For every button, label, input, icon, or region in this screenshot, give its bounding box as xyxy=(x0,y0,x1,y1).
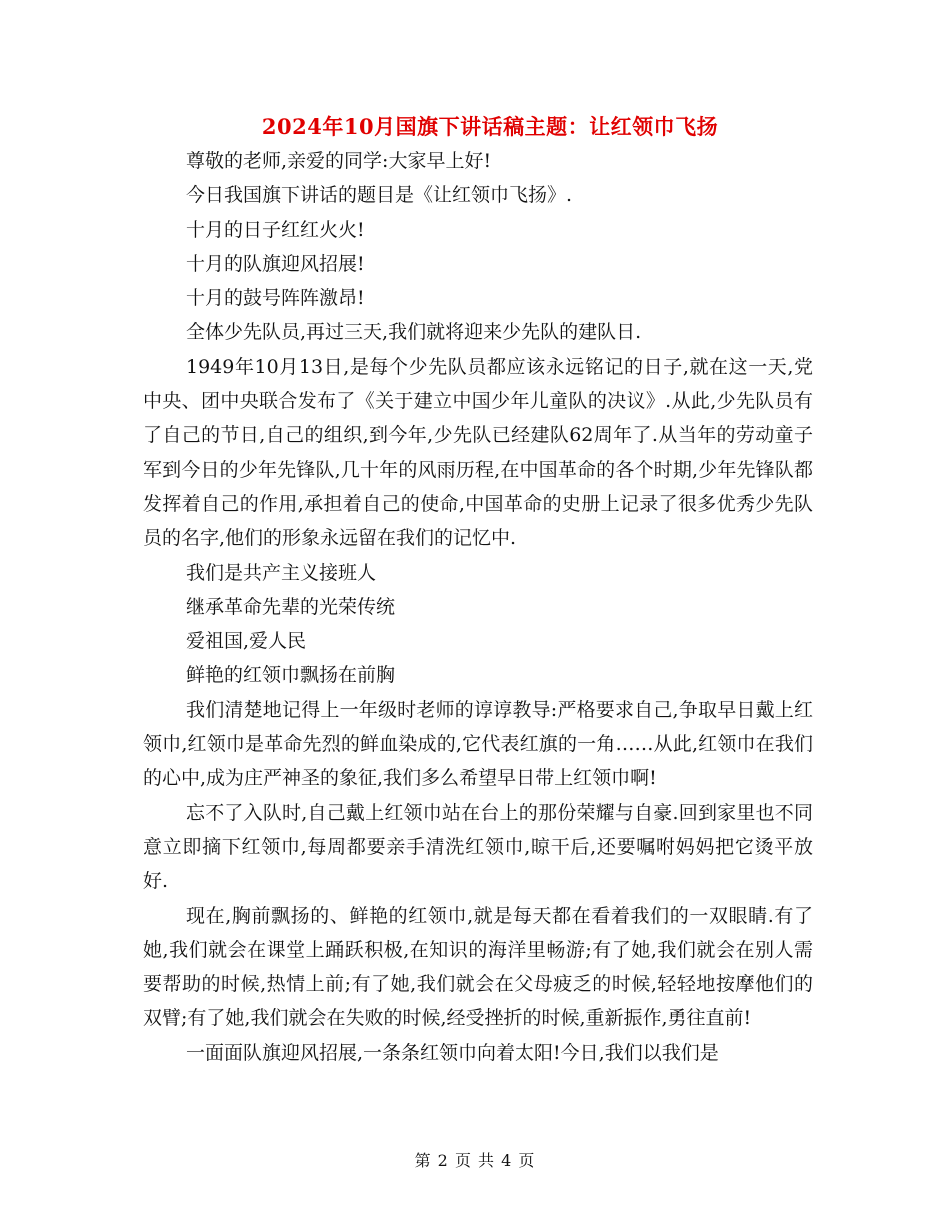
paragraph: 今日我国旗下讲话的题目是《让红领巾飞扬》. xyxy=(186,184,573,207)
paragraph: 爱祖国,爱人民 xyxy=(186,630,307,653)
paragraph: 继承革命先辈的光荣传统 xyxy=(186,595,396,618)
document-title: 2024年10月国旗下讲话稿主题：让红领巾飞扬 xyxy=(261,114,719,139)
paragraph: 尊敬的老师,亲爱的同学:大家早上好! xyxy=(186,150,492,172)
paragraph: 现在,胸前飘扬的、鲜艳的红领巾,就是每天都在看着我们的一双眼睛.有了她,我们就会在课堂上踊跃积极,在知识的海洋里畅游;有了她,我们就会在别人需要帮助的时候,热情上前;有了她,我们就会在父母疲乏的时候,轻轻地按摩他们的双臂;有了她,我们就会在失败的时候,经受挫折的时候,重新振作,勇往直前! xyxy=(143,904,813,1030)
page-number-footer: 第 2 页 共 4 页 xyxy=(414,1151,536,1170)
paragraph: 忘不了入队时,自己戴上红领巾站在台上的那份荣耀与自豪.回到家里也不同意立即摘下红领巾,每周都要亲手清洗红领巾,晾干后,还要嘱咐妈妈把它烫平放好. xyxy=(143,801,813,893)
paragraph: 1949年10月13日,是每个少先队员都应该永远铭记的日子,就在这一天,党中央、团中央联合发布了《关于建立中国少年儿童队的决议》.从此,少先队员有了自己的节日,自己的组织,到今年,少先队已经建队62周年了.从当年的劳动童子军到今日的少年先锋队,几十年的风雨历程,在中国革命的各个时期,少年先锋队都发挥着自己的作用,承担着自己的使命,中国革命的史册上记录了很多优秀少先队员的名字,他们的形象永远留在我们的记忆中. xyxy=(143,355,813,550)
paragraph: 十月的日子红红火火! xyxy=(186,218,365,241)
paragraph: 我们是共产主义接班人 xyxy=(186,561,377,584)
paragraph: 十月的鼓号阵阵激昂! xyxy=(186,287,365,310)
paragraph: 一面面队旗迎风招展,一条条红领巾向着太阳!今日,我们以我们是 xyxy=(186,1041,719,1064)
paragraph: 十月的队旗迎风招展! xyxy=(186,252,365,275)
paragraph: 全体少先队员,再过三天,我们就将迎来少先队的建队日. xyxy=(186,321,642,344)
document-body xyxy=(143,144,813,1070)
paragraph: 鲜艳的红领巾飘扬在前胸 xyxy=(186,664,396,687)
paragraph: 我们清楚地记得上一年级时老师的谆谆教导:严格要求自己,争取早日戴上红领巾,红领巾是革命先烈的鲜血染成的,它代表红旗的一角……从此,红领巾在我们的心中,成为庄严神圣的象征,我们多么希望早日带上红领巾啊! xyxy=(143,698,813,790)
